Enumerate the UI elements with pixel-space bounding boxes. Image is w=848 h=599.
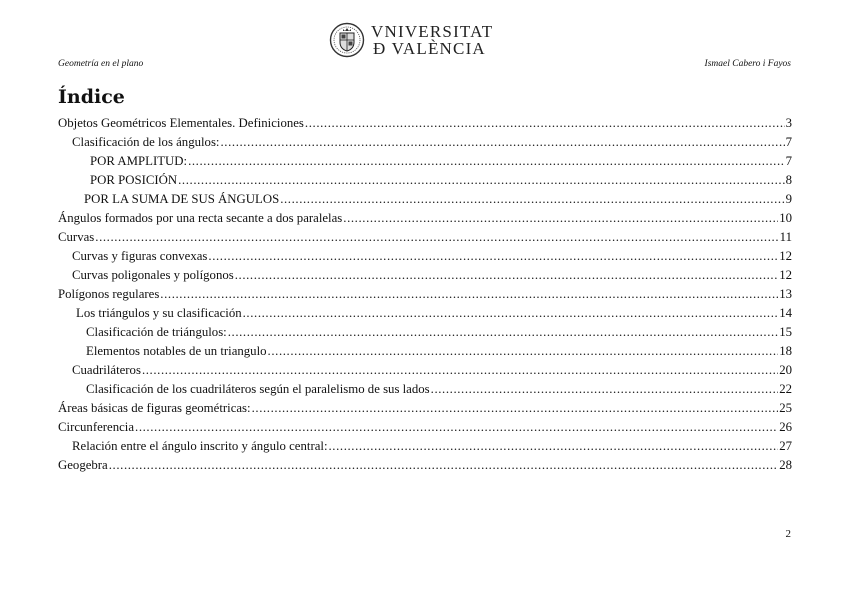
toc-entry-page: 8 bbox=[785, 173, 792, 187]
toc-entry-page: 10 bbox=[779, 211, 792, 225]
toc-leader-dots bbox=[160, 287, 778, 302]
toc-entry-text: Curvas poligonales y polígonos bbox=[72, 268, 234, 282]
toc-leader-dots bbox=[268, 344, 779, 359]
toc-entry-text: Curvas bbox=[58, 230, 95, 244]
toc-entry-page: 12 bbox=[779, 268, 792, 282]
toc-entry-text: Los triángulos y su clasificación bbox=[76, 306, 242, 320]
toc-entry-page: 14 bbox=[779, 306, 792, 320]
toc-entry[interactable] bbox=[58, 458, 792, 477]
toc-leader-dots bbox=[431, 382, 779, 397]
toc-entry-text: Elementos notables de un triangulo bbox=[86, 344, 267, 358]
toc-entry[interactable] bbox=[58, 135, 792, 154]
toc-entry-page: 7 bbox=[785, 154, 792, 168]
toc-entry[interactable] bbox=[58, 287, 792, 306]
toc-leader-dots bbox=[142, 363, 778, 378]
toc-entry-text: Clasificación de triángulos: bbox=[86, 325, 227, 339]
toc-leader-dots bbox=[95, 230, 778, 245]
toc-leader-dots bbox=[109, 458, 778, 473]
toc-entry[interactable] bbox=[58, 230, 792, 249]
toc-leader-dots bbox=[329, 439, 779, 454]
toc-entry-text: Objetos Geométricos Elementales. Definiciones bbox=[58, 116, 304, 130]
toc-entry[interactable] bbox=[58, 439, 792, 458]
toc-leader-dots bbox=[135, 420, 778, 435]
toc-leader-dots bbox=[178, 173, 784, 188]
toc-entry[interactable] bbox=[58, 401, 792, 420]
toc-leader-dots bbox=[221, 135, 785, 150]
logo-line-1: VNIVERSITAT bbox=[371, 22, 494, 41]
toc-entry-text: POR AMPLITUD: bbox=[90, 154, 188, 168]
toc-entry-page: 15 bbox=[779, 325, 792, 339]
toc-entry-text: Clasificación de los cuadriláteros según el paralelismo de sus lados bbox=[86, 382, 430, 396]
toc-title: Índice bbox=[58, 86, 125, 108]
toc-entry-page: 18 bbox=[779, 344, 792, 358]
toc-entry-text: Cuadriláteros bbox=[72, 363, 141, 377]
toc-entry[interactable] bbox=[58, 363, 792, 382]
table-of-contents bbox=[58, 116, 792, 477]
university-seal-icon bbox=[329, 22, 365, 58]
page-number: 2 bbox=[785, 528, 791, 540]
toc-entry-page: 9 bbox=[785, 192, 792, 206]
toc-entry[interactable] bbox=[58, 382, 792, 401]
toc-entry[interactable] bbox=[58, 173, 792, 192]
header-document-title: Geometría en el plano bbox=[58, 59, 144, 69]
toc-entry-text: Áreas básicas de figuras geométricas: bbox=[58, 401, 251, 415]
toc-entry[interactable] bbox=[58, 116, 792, 135]
toc-entry-page: 27 bbox=[779, 439, 792, 453]
toc-entry-text: Curvas y figuras convexas bbox=[72, 249, 208, 263]
university-logo bbox=[329, 22, 493, 58]
toc-leader-dots bbox=[235, 268, 778, 283]
header-author: Ismael Cabero i Fayos bbox=[704, 59, 791, 69]
toc-entry-page: 20 bbox=[779, 363, 792, 377]
toc-entry-text: POR POSICIÓN bbox=[90, 173, 178, 187]
toc-leader-dots bbox=[252, 401, 779, 416]
toc-entry-page: 7 bbox=[785, 135, 792, 149]
toc-leader-dots bbox=[188, 154, 785, 169]
toc-leader-dots bbox=[305, 116, 785, 131]
toc-entry-page: 26 bbox=[779, 420, 792, 434]
toc-leader-dots bbox=[228, 325, 778, 340]
toc-entry-page: 3 bbox=[785, 116, 792, 130]
toc-entry-page: 28 bbox=[779, 458, 792, 472]
toc-entry[interactable] bbox=[58, 249, 792, 268]
toc-entry[interactable] bbox=[58, 211, 792, 230]
toc-entry-text: POR LA SUMA DE SUS ÁNGULOS bbox=[84, 192, 280, 206]
toc-entry-page: 13 bbox=[779, 287, 792, 301]
toc-entry-text: Circunferencia bbox=[58, 420, 135, 434]
toc-entry[interactable] bbox=[58, 154, 792, 173]
toc-entry-text: Geogebra bbox=[58, 458, 108, 472]
toc-entry-text: Ángulos formados por una recta secante a dos paralelas bbox=[58, 211, 343, 225]
toc-entry[interactable] bbox=[58, 268, 792, 287]
toc-leader-dots bbox=[343, 211, 778, 226]
toc-entry-text: Clasificación de los ángulos: bbox=[72, 135, 220, 149]
toc-entry-text: Relación entre el ángulo inscrito y ángulo central: bbox=[72, 439, 328, 453]
toc-entry-page: 22 bbox=[779, 382, 792, 396]
toc-entry-page: 11 bbox=[779, 230, 792, 244]
logo-line-2: Ð VALÈNCIA bbox=[373, 39, 486, 58]
toc-entry[interactable] bbox=[58, 420, 792, 439]
toc-leader-dots bbox=[280, 192, 784, 207]
toc-entry[interactable] bbox=[58, 192, 792, 211]
toc-leader-dots bbox=[208, 249, 778, 264]
toc-entry[interactable] bbox=[58, 325, 792, 344]
toc-entry-page: 25 bbox=[779, 401, 792, 415]
toc-entry[interactable] bbox=[58, 344, 792, 363]
toc-leader-dots bbox=[243, 306, 779, 321]
toc-entry-text: Polígonos regulares bbox=[58, 287, 160, 301]
toc-entry-page: 12 bbox=[779, 249, 792, 263]
toc-entry[interactable] bbox=[58, 306, 792, 325]
